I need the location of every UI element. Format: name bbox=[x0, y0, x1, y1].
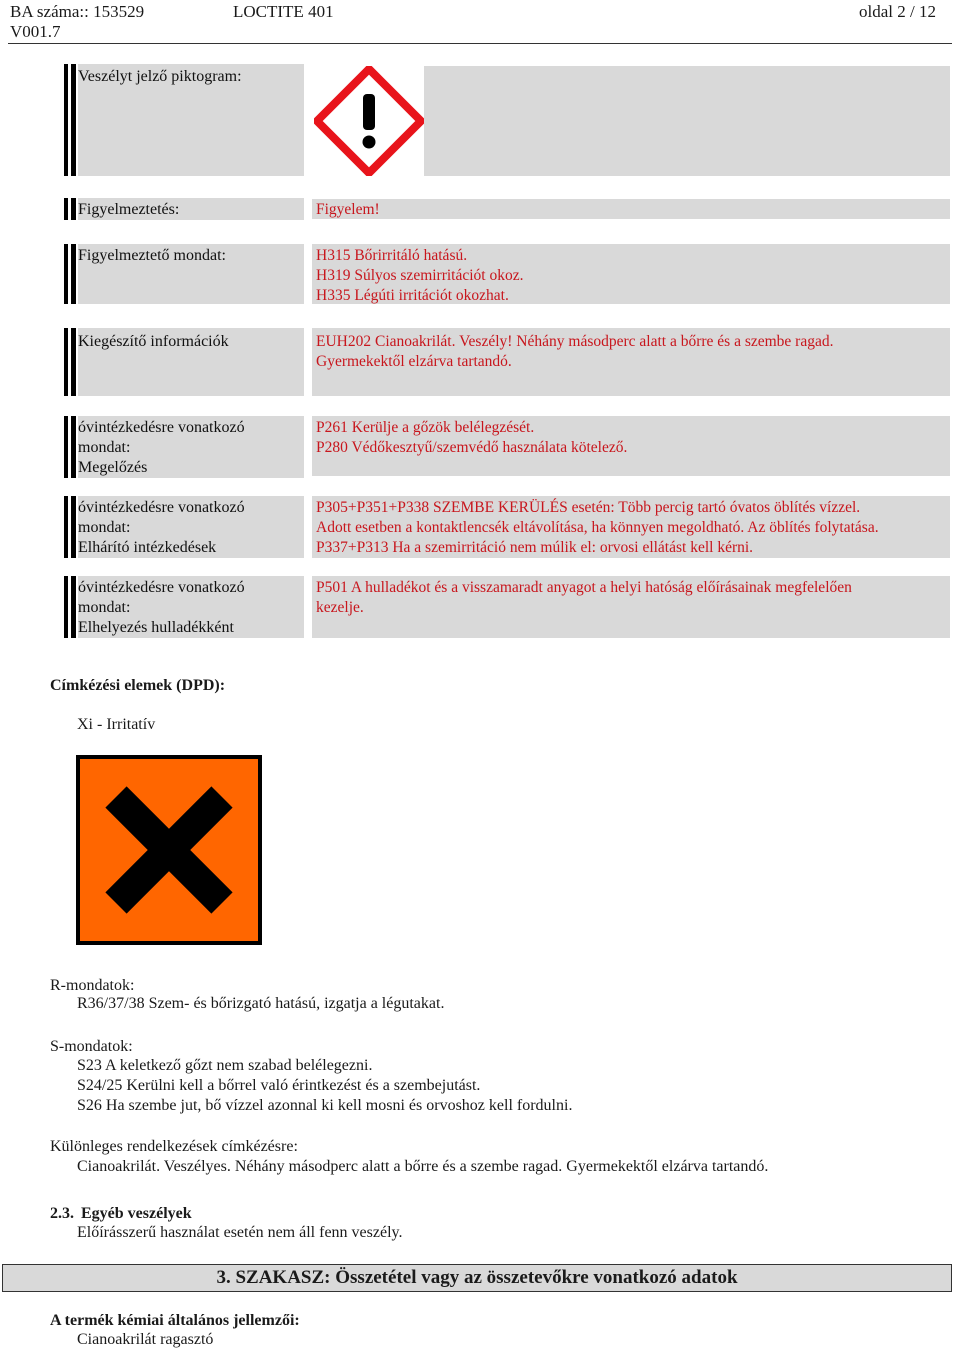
ghs-value-supplemental bbox=[316, 332, 833, 372]
label-line: Elhelyezés hulladékként bbox=[78, 619, 234, 636]
precaution-statement: kezelje. bbox=[316, 599, 364, 616]
r-phrase: R36/37/38 Szem- és bőrizgató hatású, izgatja a légutakat. bbox=[77, 995, 445, 1012]
special-provisions-text: Cianoakrilát. Veszélyes. Néhány másodperc alatt a bőrre és a szembe ragad. Gyermekektől elzárva tartandó. bbox=[77, 1158, 769, 1175]
label-line: óvintézkedésre vonatkozó bbox=[78, 579, 245, 596]
other-hazards-title: Egyéb veszélyek bbox=[81, 1205, 192, 1222]
hazard-statement: H315 Bőrirritáló hatású. bbox=[316, 247, 468, 264]
precaution-statement: P261 Kerülje a gőzök belélegzését. bbox=[316, 419, 535, 436]
section-3-title: 3. SZAKASZ: Összetétel vagy az összetevőkre vonatkozó adatok bbox=[216, 1267, 738, 1288]
label-line: Elhárító intézkedések bbox=[78, 539, 217, 556]
label-line: mondat: bbox=[78, 439, 131, 456]
ghs-label-prevention bbox=[78, 418, 245, 478]
ghs-label-hazard: Figyelmeztető mondat: bbox=[78, 247, 226, 264]
label-line: mondat: bbox=[78, 519, 131, 536]
s-phrase: S23 A keletkező gőzt nem szabad belélegezni. bbox=[77, 1057, 373, 1074]
page-indicator: oldal 2 / 12 bbox=[859, 2, 936, 21]
ghs-value-signal-bg bbox=[312, 199, 950, 219]
product-name: LOCTITE 401 bbox=[233, 2, 334, 21]
ghs-value-signal bbox=[316, 200, 380, 220]
other-hazards-number: 2.3. bbox=[50, 1205, 74, 1222]
s-phrases-title: S-mondatok: bbox=[50, 1038, 133, 1055]
ghs-value-pictogram-bg bbox=[424, 66, 950, 176]
ghs-value-prevention bbox=[316, 418, 627, 458]
supplemental-statement: Gyermekektől elzárva tartandó. bbox=[316, 353, 512, 370]
precaution-statement: P501 A hulladékot és a visszamaradt anyagot a helyi hatóság előírásainak megfelelően bbox=[316, 579, 852, 596]
special-provisions-title: Különleges rendelkezések címkézésre: bbox=[50, 1138, 298, 1155]
r-phrases-title: R-mondatok: bbox=[50, 977, 135, 994]
hazard-statement: H335 Légúti irritációt okozhat. bbox=[316, 287, 509, 304]
hazard-statement: H319 Súlyos szemirritációt okoz. bbox=[316, 267, 524, 284]
document-version: V001.7 bbox=[10, 22, 61, 41]
precaution-statement: Adott esetben a kontaktlencsék eltávolítása, ha könnyen megoldható. Az öblítés folytatása. bbox=[316, 519, 879, 536]
header-divider bbox=[8, 43, 952, 44]
chemical-characteristics-title: A termék kémiai általános jellemzői: bbox=[50, 1312, 300, 1329]
label-line: mondat: bbox=[78, 599, 131, 616]
ghs-label-signal: Figyelmeztetés: bbox=[78, 201, 180, 218]
precaution-statement: P280 Védőkesztyű/szemvédő használata kötelező. bbox=[316, 439, 628, 456]
ghs-value-response bbox=[316, 498, 879, 558]
s-phrase: S26 Ha szembe jut, bő vízzel azonnal ki kell mosni és orvoshoz kell fordulni. bbox=[77, 1097, 573, 1114]
document-number: BA száma:: 153529 bbox=[10, 2, 145, 21]
label-line: óvintézkedésre vonatkozó bbox=[78, 499, 245, 516]
section-3-header bbox=[2, 1264, 952, 1292]
other-hazards-text: Előírásszerű használat esetén nem áll fenn veszély. bbox=[77, 1224, 403, 1241]
ghs-label-supplemental: Kiegészítő információk bbox=[78, 333, 229, 350]
signal-word: Figyelem! bbox=[316, 201, 380, 218]
ghs-label-response bbox=[78, 498, 245, 558]
ghs-value-hazard bbox=[316, 246, 524, 306]
label-line: óvintézkedésre vonatkozó bbox=[78, 419, 245, 436]
dpd-title: Címkézési elemek (DPD): bbox=[50, 677, 226, 694]
xi-irritant-cross-icon bbox=[76, 755, 262, 945]
precaution-statement: P337+P313 Ha a szemirritáció nem múlik el: orvosi ellátást kell kérni. bbox=[316, 539, 754, 556]
chemical-characteristics-text: Cianoakrilát ragasztó bbox=[77, 1331, 214, 1348]
ghs07-exclamation-icon bbox=[314, 66, 424, 176]
dpd-symbol-label: Xi - Irritatív bbox=[77, 716, 156, 733]
s-phrase: S24/25 Kerülni kell a bőrrel való érintkezést és a szembejutást. bbox=[77, 1077, 481, 1094]
precaution-statement: P305+P351+P338 SZEMBE KERÜLÉS esetén: Több percig tartó óvatos öblítés vízzel. bbox=[316, 499, 861, 516]
label-line: Megelőzés bbox=[78, 459, 148, 476]
supplemental-statement: EUH202 Cianoakrilát. Veszély! Néhány másodperc alatt a bőrre és a szembe ragad. bbox=[316, 333, 834, 350]
ghs-value-disposal bbox=[316, 578, 852, 618]
ghs-label-pictogram: Veszélyt jelző piktogram: bbox=[78, 68, 242, 85]
ghs-label-disposal bbox=[78, 578, 245, 638]
